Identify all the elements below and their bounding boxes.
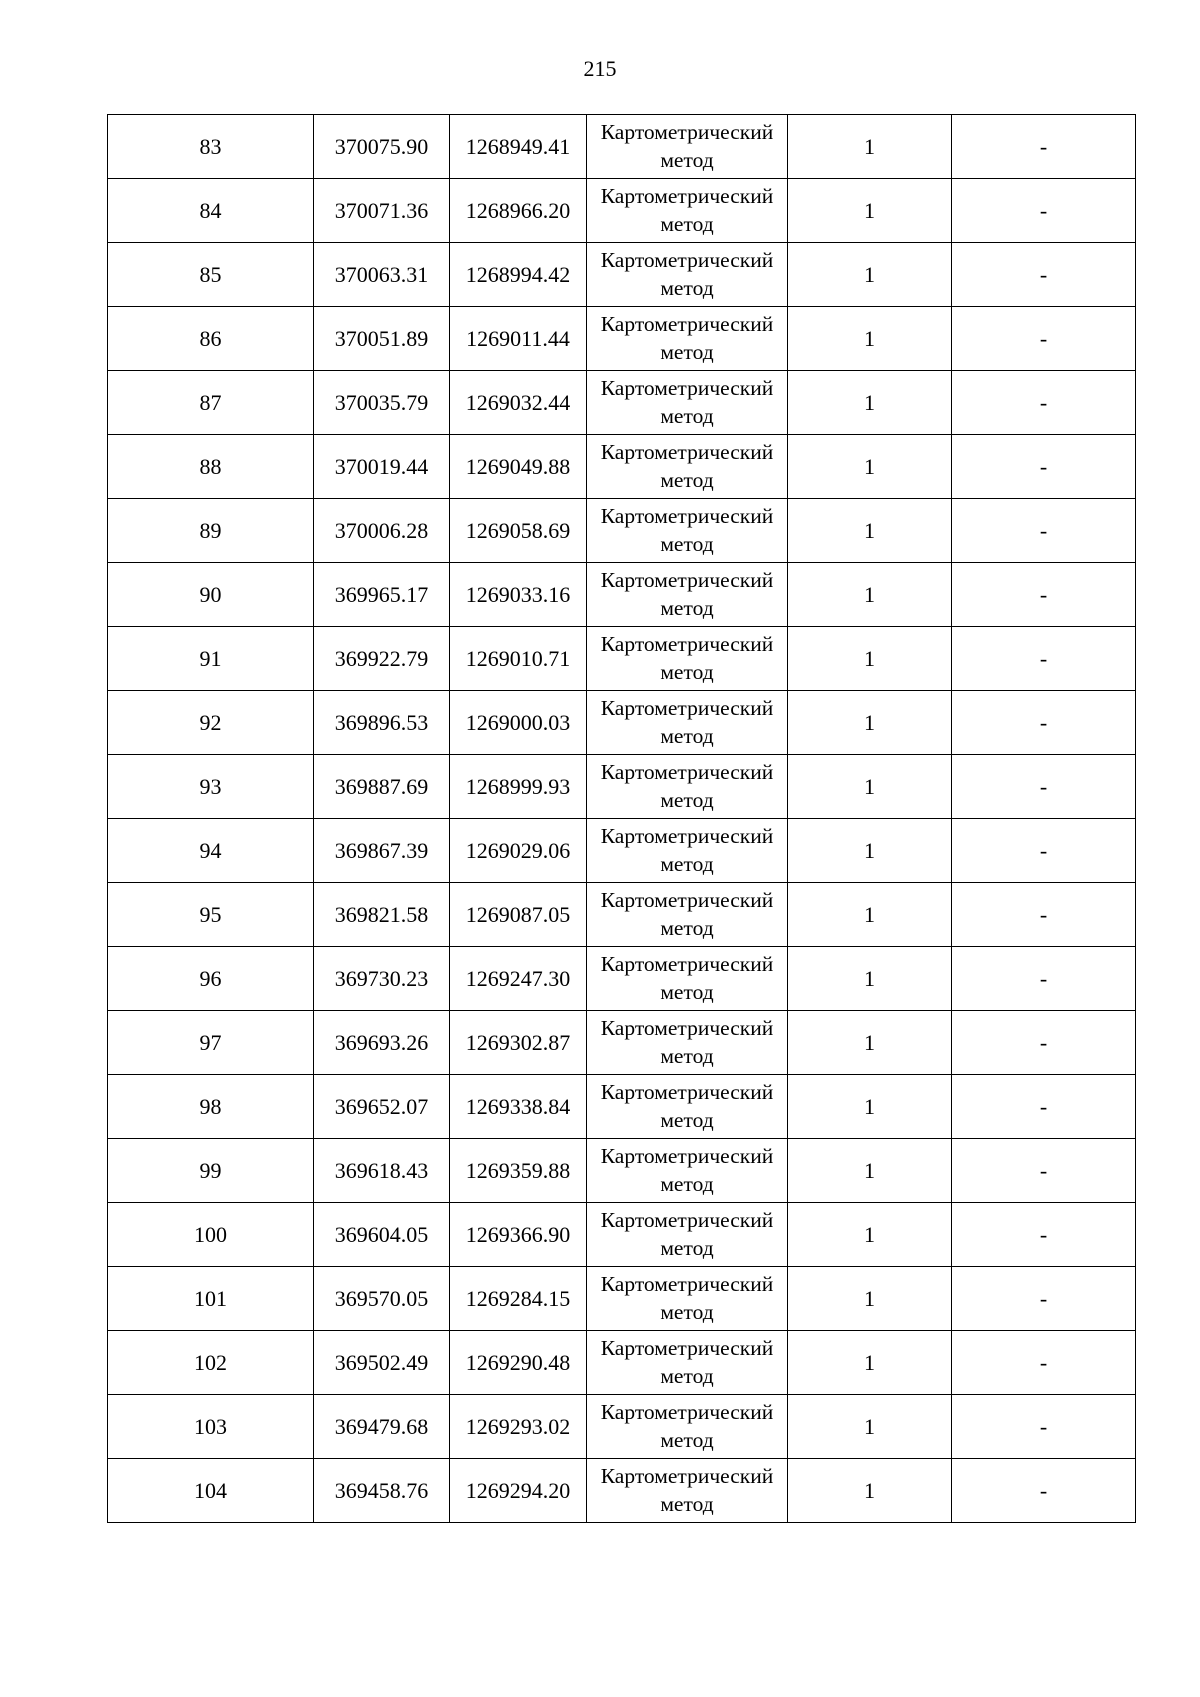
table-row [108,307,1136,371]
table-row [108,1267,1136,1331]
method-cell [587,1011,788,1075]
method-cell [587,947,788,1011]
y-coordinate-cell: 1269032.44 [450,371,587,435]
x-coordinate-cell: 369618.43 [314,1139,450,1203]
table-row [108,243,1136,307]
table-row [108,115,1136,179]
method-line: метод [660,1172,714,1196]
method-line: метод [660,596,714,620]
point-number-cell: 94 [108,819,314,883]
method-line: Картометрический [600,184,774,208]
method-cell [587,115,788,179]
method-cell [587,1267,788,1331]
table-row [108,1331,1136,1395]
note-cell: - [952,307,1136,371]
method-line: метод [660,148,714,172]
method-line: метод [660,276,714,300]
method-cell [587,307,788,371]
x-coordinate-cell: 369922.79 [314,627,450,691]
note-cell: - [952,563,1136,627]
method-line: Картометрический [600,760,774,784]
method-line: Картометрический [600,888,774,912]
point-number-cell: 91 [108,627,314,691]
table-row [108,755,1136,819]
note-cell: - [952,947,1136,1011]
y-coordinate-cell: 1269302.87 [450,1011,587,1075]
x-coordinate-cell: 370075.90 [314,115,450,179]
point-number-cell: 88 [108,435,314,499]
point-number-cell: 85 [108,243,314,307]
y-coordinate-cell: 1269284.15 [450,1267,587,1331]
method-cell [587,1203,788,1267]
accuracy-cell: 1 [788,819,952,883]
accuracy-cell: 1 [788,307,952,371]
accuracy-cell: 1 [788,243,952,307]
method-cell [587,883,788,947]
x-coordinate-cell: 369479.68 [314,1395,450,1459]
accuracy-cell: 1 [788,115,952,179]
point-number-cell: 99 [108,1139,314,1203]
note-cell: - [952,691,1136,755]
accuracy-cell: 1 [788,1139,952,1203]
x-coordinate-cell: 369896.53 [314,691,450,755]
method-cell [587,499,788,563]
method-line: Картометрический [600,312,774,336]
x-coordinate-cell: 369965.17 [314,563,450,627]
note-cell: - [952,1395,1136,1459]
note-cell: - [952,243,1136,307]
method-cell [587,1459,788,1523]
note-cell: - [952,1011,1136,1075]
table-row [108,627,1136,691]
table-row [108,179,1136,243]
method-line: метод [660,660,714,684]
point-number-cell: 93 [108,755,314,819]
y-coordinate-cell: 1268994.42 [450,243,587,307]
note-cell: - [952,1459,1136,1523]
y-coordinate-cell: 1269087.05 [450,883,587,947]
note-cell: - [952,883,1136,947]
x-coordinate-cell: 369604.05 [314,1203,450,1267]
x-coordinate-cell: 369730.23 [314,947,450,1011]
method-line: Картометрический [600,440,774,464]
point-number-cell: 96 [108,947,314,1011]
y-coordinate-cell: 1269338.84 [450,1075,587,1139]
method-line: Картометрический [600,1208,774,1232]
point-number-cell: 100 [108,1203,314,1267]
point-number-cell: 84 [108,179,314,243]
table-row [108,1139,1136,1203]
method-line: Картометрический [600,824,774,848]
accuracy-cell: 1 [788,1075,952,1139]
accuracy-cell: 1 [788,1395,952,1459]
y-coordinate-cell: 1269359.88 [450,1139,587,1203]
note-cell: - [952,499,1136,563]
method-line: метод [660,916,714,940]
method-line: метод [660,852,714,876]
accuracy-cell: 1 [788,627,952,691]
method-cell [587,243,788,307]
table-row [108,1203,1136,1267]
y-coordinate-cell: 1269033.16 [450,563,587,627]
page-number: 215 [583,56,617,81]
point-number-cell: 97 [108,1011,314,1075]
accuracy-cell: 1 [788,1459,952,1523]
table-row [108,371,1136,435]
point-number-cell: 95 [108,883,314,947]
method-cell [587,371,788,435]
table-row [108,883,1136,947]
accuracy-cell: 1 [788,1267,952,1331]
method-line: метод [660,532,714,556]
note-cell: - [952,1139,1136,1203]
method-line: Картометрический [600,696,774,720]
accuracy-cell: 1 [788,755,952,819]
note-cell: - [952,371,1136,435]
method-cell [587,179,788,243]
method-cell [587,819,788,883]
point-number-cell: 98 [108,1075,314,1139]
x-coordinate-cell: 369867.39 [314,819,450,883]
coordinates-table-body [108,115,1136,1523]
note-cell: - [952,179,1136,243]
note-cell: - [952,1203,1136,1267]
y-coordinate-cell: 1269049.88 [450,435,587,499]
y-coordinate-cell: 1269010.71 [450,627,587,691]
x-coordinate-cell: 369652.07 [314,1075,450,1139]
method-line: метод [660,1108,714,1132]
coordinates-table [107,114,1136,1523]
method-line: Картометрический [600,1016,774,1040]
method-line: метод [660,212,714,236]
x-coordinate-cell: 370071.36 [314,179,450,243]
method-line: метод [660,1364,714,1388]
method-line: метод [660,1428,714,1452]
method-line: Картометрический [600,1400,774,1424]
x-coordinate-cell: 369887.69 [314,755,450,819]
method-line: Картометрический [600,1080,774,1104]
note-cell: - [952,755,1136,819]
method-line: метод [660,1044,714,1068]
method-line: Картометрический [600,1464,774,1488]
y-coordinate-cell: 1269294.20 [450,1459,587,1523]
note-cell: - [952,627,1136,691]
x-coordinate-cell: 370051.89 [314,307,450,371]
point-number-cell: 90 [108,563,314,627]
accuracy-cell: 1 [788,499,952,563]
y-coordinate-cell: 1269011.44 [450,307,587,371]
table-row [108,819,1136,883]
x-coordinate-cell: 370063.31 [314,243,450,307]
method-line: метод [660,724,714,748]
accuracy-cell: 1 [788,179,952,243]
method-line: метод [660,340,714,364]
method-cell [587,1395,788,1459]
method-line: метод [660,980,714,1004]
method-cell [587,435,788,499]
point-number-cell: 86 [108,307,314,371]
accuracy-cell: 1 [788,435,952,499]
method-cell [587,563,788,627]
point-number-cell: 103 [108,1395,314,1459]
table-row [108,563,1136,627]
method-cell [587,691,788,755]
table-row [108,1075,1136,1139]
x-coordinate-cell: 369570.05 [314,1267,450,1331]
method-cell [587,1075,788,1139]
method-cell [587,1331,788,1395]
point-number-cell: 87 [108,371,314,435]
table-row [108,1011,1136,1075]
accuracy-cell: 1 [788,691,952,755]
y-coordinate-cell: 1268999.93 [450,755,587,819]
accuracy-cell: 1 [788,1011,952,1075]
method-line: метод [660,1492,714,1516]
x-coordinate-cell: 370019.44 [314,435,450,499]
point-number-cell: 92 [108,691,314,755]
accuracy-cell: 1 [788,1331,952,1395]
note-cell: - [952,1331,1136,1395]
x-coordinate-cell: 369458.76 [314,1459,450,1523]
point-number-cell: 89 [108,499,314,563]
accuracy-cell: 1 [788,371,952,435]
method-line: Картометрический [600,504,774,528]
method-line: метод [660,1300,714,1324]
point-number-cell: 102 [108,1331,314,1395]
accuracy-cell: 1 [788,1203,952,1267]
table-row [108,499,1136,563]
point-number-cell: 83 [108,115,314,179]
method-line: Картометрический [600,1272,774,1296]
accuracy-cell: 1 [788,563,952,627]
point-number-cell: 101 [108,1267,314,1331]
method-line: Картометрический [600,248,774,272]
method-line: метод [660,468,714,492]
method-cell [587,627,788,691]
note-cell: - [952,819,1136,883]
method-line: Картометрический [600,1144,774,1168]
table-row [108,947,1136,1011]
point-number-cell: 104 [108,1459,314,1523]
method-line: Картометрический [600,568,774,592]
y-coordinate-cell: 1269000.03 [450,691,587,755]
y-coordinate-cell: 1269029.06 [450,819,587,883]
x-coordinate-cell: 369502.49 [314,1331,450,1395]
y-coordinate-cell: 1268966.20 [450,179,587,243]
method-line: Картометрический [600,376,774,400]
x-coordinate-cell: 369821.58 [314,883,450,947]
note-cell: - [952,1267,1136,1331]
method-line: Картометрический [600,632,774,656]
x-coordinate-cell: 370006.28 [314,499,450,563]
note-cell: - [952,1075,1136,1139]
method-line: Картометрический [600,1336,774,1360]
table-row [108,1395,1136,1459]
method-line: метод [660,1236,714,1260]
y-coordinate-cell: 1269290.48 [450,1331,587,1395]
method-line: метод [660,404,714,428]
method-cell [587,755,788,819]
note-cell: - [952,435,1136,499]
table-row [108,691,1136,755]
x-coordinate-cell: 370035.79 [314,371,450,435]
accuracy-cell: 1 [788,947,952,1011]
y-coordinate-cell: 1269366.90 [450,1203,587,1267]
accuracy-cell: 1 [788,883,952,947]
y-coordinate-cell: 1268949.41 [450,115,587,179]
table-row [108,1459,1136,1523]
y-coordinate-cell: 1269247.30 [450,947,587,1011]
x-coordinate-cell: 369693.26 [314,1011,450,1075]
y-coordinate-cell: 1269293.02 [450,1395,587,1459]
note-cell: - [952,115,1136,179]
y-coordinate-cell: 1269058.69 [450,499,587,563]
method-line: Картометрический [600,952,774,976]
table-row [108,435,1136,499]
method-line: Картометрический [600,120,774,144]
method-line: метод [660,788,714,812]
method-cell [587,1139,788,1203]
